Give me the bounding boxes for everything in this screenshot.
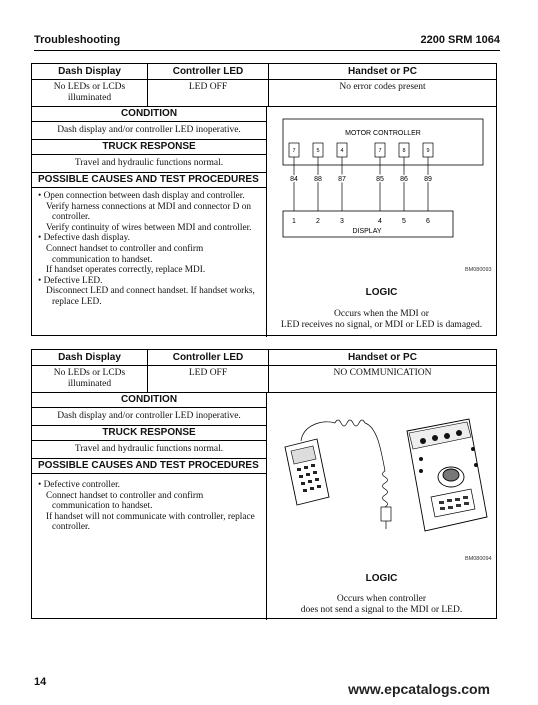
display-label: DISPLAY <box>352 228 382 235</box>
controller-handset-illustration <box>273 405 493 555</box>
cause-bullet: • Defective LED. <box>38 275 103 286</box>
cause-bullet: • Defective dash display. <box>38 233 130 244</box>
figure-id: BM080093 <box>465 267 492 273</box>
controller-led-value: LED OFF <box>148 80 269 106</box>
display-pin-number: 4 <box>378 218 382 225</box>
condition-heading: CONDITION <box>32 107 266 122</box>
causes-heading: POSSIBLE CAUSES AND TEST PROCEDURES <box>32 459 266 474</box>
connector-pin-label: 4 <box>340 148 344 154</box>
wire-number: 89 <box>424 176 432 183</box>
truck-response-text: Travel and hydraulic functions normal. <box>32 441 266 459</box>
wire-number: 88 <box>314 176 322 183</box>
cause-procedure: Verify continuity of wires between MDI and controller. <box>46 222 252 233</box>
connector-pin-label: 7 <box>378 148 382 154</box>
logic-line-1: Occurs when controller <box>336 594 427 604</box>
display-pin-number: 6 <box>426 218 430 225</box>
connector-pin-label: 7 <box>292 148 296 154</box>
wire-number: 84 <box>290 176 298 183</box>
column-controller-led: Controller LED <box>148 64 269 79</box>
header-document-number: 2200 SRM 1064 <box>420 34 500 46</box>
handset-value: No error codes present <box>339 82 426 92</box>
table-header-row <box>32 64 496 80</box>
logic-line-1: Occurs when the MDI or <box>334 309 429 319</box>
table-value-row <box>32 366 496 393</box>
logic-line-2: does not send a signal to the MDI or LED. <box>300 605 463 615</box>
display-pin-number: 1 <box>292 218 296 225</box>
cause-bullet: • Open connection between dash display and controller. <box>38 191 245 201</box>
troubleshooting-table-2 <box>31 349 497 619</box>
page-number: 14 <box>34 676 47 688</box>
header-section-title: Troubleshooting <box>34 34 121 46</box>
logic-heading: LOGIC <box>365 287 398 298</box>
column-handset-or-pc: Handset or PC <box>348 352 417 363</box>
display-pin-number: 5 <box>402 218 406 225</box>
handset-value: NO COMMUNICATION <box>333 368 432 378</box>
cause-procedure: Disconnect LED and connect handset. If handset works, replace LED. <box>46 286 255 307</box>
cause-procedure: If handset will not communicate with controller, replace controller. <box>46 511 255 533</box>
cause-procedure: If handset operates correctly, replace MDI. <box>46 265 206 276</box>
logic-heading: LOGIC <box>365 573 398 584</box>
condition-heading: CONDITION <box>32 393 266 408</box>
column-dash-display: Dash Display <box>32 64 148 79</box>
motor-controller-label: MOTOR CONTROLLER <box>345 130 421 137</box>
cause-procedure: Connect handset to controller and confirm communication to handset. <box>46 490 204 512</box>
cause-procedure: Connect handset to controller and confirm communication to handset. <box>46 243 204 265</box>
display-pin-number: 2 <box>316 218 320 225</box>
causes-list <box>32 474 266 537</box>
display-pin-number: 3 <box>340 218 344 225</box>
controller-icon <box>407 419 487 531</box>
truck-response-heading: TRUCK RESPONSE <box>32 140 266 155</box>
troubleshooting-table-1 <box>31 63 497 336</box>
dash-display-value: No LEDs or LCDs illuminated <box>32 366 148 392</box>
condition-text: Dash display and/or controller LED inoperative. <box>32 408 266 426</box>
table-header-row <box>32 350 496 366</box>
motor-controller-box <box>283 119 483 165</box>
connector-pin-label: 5 <box>316 148 320 154</box>
causes-list <box>32 188 266 312</box>
wire-number: 86 <box>400 176 408 183</box>
controller-led-value: LED OFF <box>148 366 269 392</box>
header-rule <box>34 50 500 51</box>
wire-number: 85 <box>376 176 384 183</box>
wiring-diagram <box>275 113 490 263</box>
truck-response-heading: TRUCK RESPONSE <box>32 426 266 441</box>
connector-pin-label: 8 <box>402 148 406 154</box>
figure-id: BM080094 <box>465 556 492 562</box>
logic-line-2: LED receives no signal, or MDI or LED is damaged. <box>280 320 483 330</box>
column-handset-or-pc: Handset or PC <box>348 66 417 77</box>
handset-icon <box>285 439 329 505</box>
cause-bullet: • Defective controller. <box>38 480 120 490</box>
dash-display-value: No LEDs or LCDs illuminated <box>32 80 148 106</box>
truck-response-text: Travel and hydraulic functions normal. <box>32 155 266 173</box>
watermark: www.epcatalogs.com <box>348 681 490 697</box>
causes-heading: POSSIBLE CAUSES AND TEST PROCEDURES <box>32 173 266 188</box>
table-value-row <box>32 80 496 107</box>
cause-procedure: Verify harness connections at MDI and connector D on controller. <box>46 201 251 223</box>
condition-text: Dash display and/or controller LED inoperative. <box>32 122 266 140</box>
wire-number: 87 <box>338 176 346 183</box>
column-controller-led: Controller LED <box>148 350 269 365</box>
connector-pin-label: 9 <box>426 148 430 154</box>
column-dash-display: Dash Display <box>32 350 148 365</box>
